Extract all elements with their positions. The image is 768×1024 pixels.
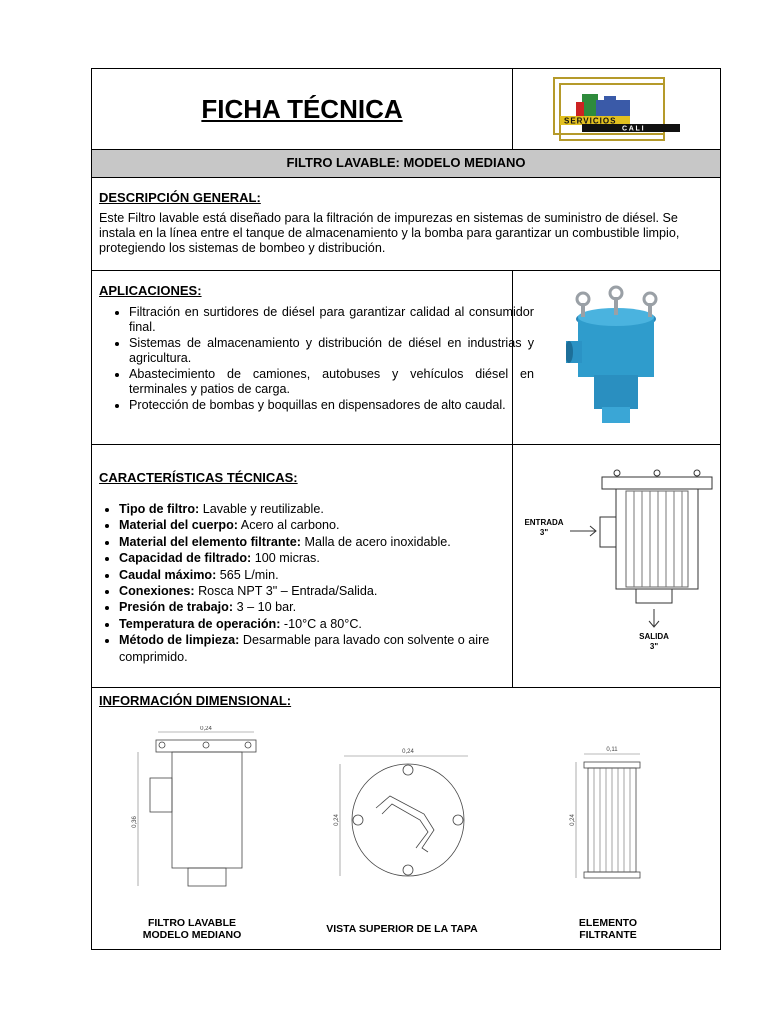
logo-text-cali: C A L I (622, 125, 644, 133)
side-view-width: 0,24 (200, 726, 212, 732)
spec-item: • Presión de trabajo: 3 – 10 bar. (119, 599, 524, 615)
header-row (92, 69, 720, 150)
list-item: • Abastecimiento de camiones, autobuses y vehículos diésel en terminales y patios de carga. (129, 367, 534, 397)
inlet-size: 3" (539, 528, 549, 537)
top-view-height: 0,24 (334, 814, 340, 826)
list-item: • Sistemas de almacenamiento y distribución de diésel en industrias y agricultura. (129, 336, 534, 366)
specs-heading: CARACTERÍSTICAS TÉCNICAS: (99, 470, 298, 485)
dimensions-heading: INFORMACIÓN DIMENSIONAL: (99, 693, 292, 708)
top-view-width: 0,24 (402, 749, 414, 755)
filter-element-height: 0,24 (570, 814, 576, 826)
logo-text-servicios: SERVICIOS (564, 116, 617, 126)
spec-item: • Método de limpieza: Desarmable para lavado con solvente o aire comprimido. (119, 632, 524, 665)
specs-section (92, 445, 720, 688)
spec-item: • Tipo de filtro: Lavable y reutilizable. (119, 501, 524, 517)
description-heading: DESCRIPCIÓN GENERAL: (99, 190, 261, 205)
description-section (92, 178, 720, 271)
inlet-label: ENTRADA (524, 518, 564, 527)
side-view-drawing (128, 726, 268, 896)
side-view-height: 0,36 (132, 816, 138, 828)
outlet-label: SALIDA (639, 632, 669, 641)
applications-list (99, 305, 534, 414)
spec-item: • Material del cuerpo: Acero al carbono. (119, 517, 524, 533)
caption-top-view: VISTA SUPERIOR DE LA TAPA (326, 923, 478, 935)
caption-side-view: FILTRO LAVABLE MODELO MEDIANO (142, 917, 242, 941)
spec-item: • Conexiones: Rosca NPT 3" – Entrada/Salida. (119, 583, 524, 599)
list-item: • Protección de bombas y boquillas en dispensadores de alto caudal. (129, 398, 534, 413)
servicios-cali-logo (552, 76, 682, 144)
spec-item: • Caudal máximo: 565 L/min. (119, 567, 524, 583)
dimensions-section (92, 688, 720, 950)
filter-element-width: 0,11 (606, 747, 618, 753)
spec-item: • Material del elemento filtrante: Malla de acero inoxidable. (119, 534, 524, 550)
list-item: • Filtración en surtidores de diésel para garantizar calidad al consumidor final. (129, 305, 534, 335)
spec-item: • Capacidad de filtrado: 100 micras. (119, 550, 524, 566)
outlet-size: 3" (649, 642, 659, 651)
flow-diagram (522, 467, 717, 667)
caption-filter-element: ELEMENTO FILTRANTE (578, 917, 638, 941)
top-view-drawing (332, 748, 472, 888)
spec-item: • Temperatura de operación: -10°C a 80°C. (119, 616, 524, 632)
filter-element-drawing (568, 746, 648, 886)
specs-list (99, 501, 524, 665)
filter-product-photo (566, 281, 666, 431)
technical-sheet (91, 68, 721, 950)
description-text: Este Filtro lavable está diseñado para la filtración de impurezas en sistemas de suministro de diésel. Se instala en la línea entre el tanque de almacenamiento y la bomba para garantizar un combustible limpio, protegiendo los sistemas de bombeo y distribución. (99, 211, 680, 255)
document-title: FICHA TÉCNICA (201, 93, 403, 124)
applications-heading: APLICACIONES: (99, 283, 202, 298)
applications-section (92, 271, 720, 445)
product-band: FILTRO LAVABLE: MODELO MEDIANO (92, 150, 720, 178)
